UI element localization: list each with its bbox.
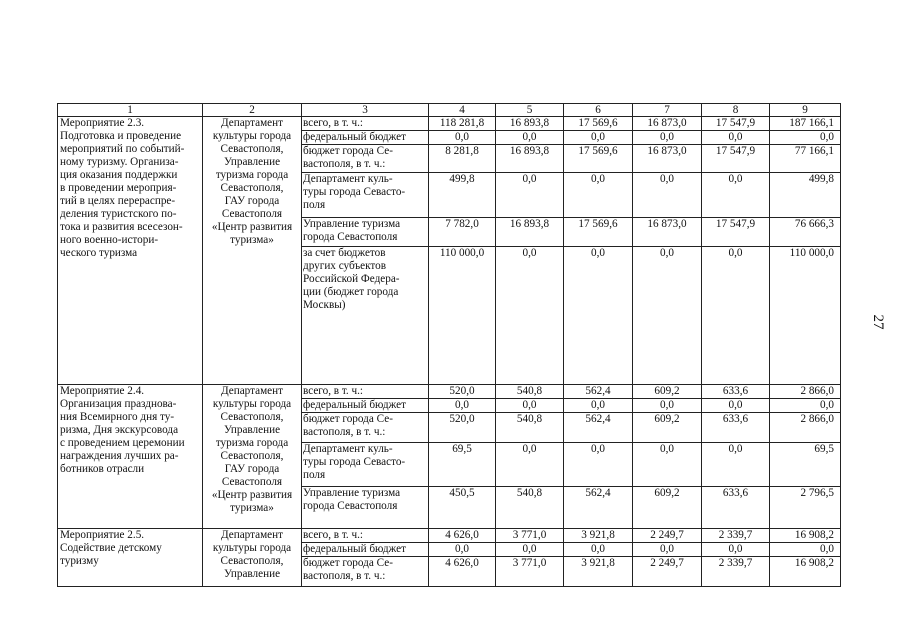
amount-cell: 2 249,7 <box>633 557 702 587</box>
funding-source-cell: федеральный бюджет <box>302 131 429 145</box>
column-number-cell: 8 <box>702 104 770 117</box>
funding-source-cell: федеральный бюджет <box>302 399 429 413</box>
amount-cell: 7 782,0 <box>429 218 496 247</box>
funding-source-cell: бюджет города Се- вастополя, в т. ч.: <box>302 145 429 173</box>
amount-cell: 0,0 <box>564 543 633 557</box>
measure-title: Мероприятие 2.5. <box>60 529 145 541</box>
amount-cell: 562,4 <box>564 413 633 443</box>
measure-cell <box>58 117 203 385</box>
amount-cell: 499,8 <box>770 173 841 218</box>
funding-source-cell: всего, в т. ч.: <box>302 529 429 543</box>
amount-cell: 450,5 <box>429 487 496 529</box>
amount-cell: 17 547,9 <box>702 218 770 247</box>
amount-cell: 0,0 <box>564 131 633 145</box>
amount-cell: 16 893,8 <box>496 117 564 131</box>
column-number-cell: 4 <box>429 104 496 117</box>
funding-source-cell: бюджет города Се- вастополя, в т. ч.: <box>302 557 429 587</box>
funding-table-container <box>57 103 840 607</box>
amount-cell: 17 569,6 <box>564 218 633 247</box>
amount-cell: 17 547,9 <box>702 145 770 173</box>
funding-source-cell: Управление туризма города Севастополя <box>302 487 429 529</box>
amount-cell: 110 000,0 <box>770 247 841 385</box>
amount-cell: 2 796,5 <box>770 487 841 529</box>
amount-cell: 562,4 <box>564 385 633 399</box>
funding-source-cell: Управление туризма города Севастополя <box>302 218 429 247</box>
measure-description: Содействие детскому туризму <box>60 542 162 567</box>
amount-cell: 633,6 <box>702 487 770 529</box>
column-number-cell: 7 <box>633 104 702 117</box>
measure-description: Подготовка и проведение мероприятий по событий- ному туризму. Организа- ция оказания поддержки в проведении мероприя- тий в целях перераспре- деления туристского по- тока и развития всесезон- ного военно-истори- ческого туризма <box>60 130 185 259</box>
amount-cell: 0,0 <box>702 443 770 487</box>
amount-cell: 633,6 <box>702 413 770 443</box>
executor-cell: Департамент культуры города Севастополя, Управление туризма города Севастополя, ГАУ города Севастополя «Центр развития туризма» <box>203 117 302 385</box>
amount-cell: 540,8 <box>496 385 564 399</box>
amount-cell: 3 771,0 <box>496 529 564 543</box>
amount-cell: 0,0 <box>496 131 564 145</box>
amount-cell: 3 921,8 <box>564 529 633 543</box>
amount-cell: 2 339,7 <box>702 529 770 543</box>
amount-cell: 8 281,8 <box>429 145 496 173</box>
page-number: 27 <box>870 314 886 330</box>
amount-cell: 0,0 <box>702 543 770 557</box>
measure-cell <box>58 529 203 587</box>
amount-cell: 0,0 <box>496 399 564 413</box>
amount-cell: 0,0 <box>633 247 702 385</box>
funding-source-cell: федеральный бюджет <box>302 543 429 557</box>
executor-cell: Департамент культуры города Севастополя, Управление <box>203 529 302 587</box>
funding-row <box>58 529 841 543</box>
amount-cell: 499,8 <box>429 173 496 218</box>
amount-cell: 540,8 <box>496 487 564 529</box>
amount-cell: 0,0 <box>633 399 702 413</box>
amount-cell: 0,0 <box>564 173 633 218</box>
amount-cell: 77 166,1 <box>770 145 841 173</box>
amount-cell: 118 281,8 <box>429 117 496 131</box>
amount-cell: 69,5 <box>429 443 496 487</box>
amount-cell: 0,0 <box>702 399 770 413</box>
amount-cell: 0,0 <box>496 443 564 487</box>
amount-cell: 520,0 <box>429 413 496 443</box>
amount-cell: 0,0 <box>496 543 564 557</box>
funding-source-cell: Департамент куль- туры города Севасто- поля <box>302 173 429 218</box>
amount-cell: 0,0 <box>702 131 770 145</box>
amount-cell: 17 569,6 <box>564 117 633 131</box>
amount-cell: 609,2 <box>633 487 702 529</box>
amount-cell: 2 339,7 <box>702 557 770 587</box>
funding-row <box>58 385 841 399</box>
amount-cell: 0,0 <box>429 131 496 145</box>
amount-cell: 0,0 <box>496 247 564 385</box>
column-number-cell: 2 <box>203 104 302 117</box>
amount-cell: 0,0 <box>702 247 770 385</box>
funding-source-cell: всего, в т. ч.: <box>302 117 429 131</box>
measure-title: Мероприятие 2.4. <box>60 385 145 397</box>
amount-cell: 16 893,8 <box>496 218 564 247</box>
column-number-cell: 1 <box>58 104 203 117</box>
amount-cell: 16 873,0 <box>633 145 702 173</box>
amount-cell: 2 866,0 <box>770 413 841 443</box>
amount-cell: 0,0 <box>429 399 496 413</box>
amount-cell: 16 893,8 <box>496 145 564 173</box>
amount-cell: 633,6 <box>702 385 770 399</box>
amount-cell: 0,0 <box>702 173 770 218</box>
amount-cell: 540,8 <box>496 413 564 443</box>
amount-cell: 16 908,2 <box>770 529 841 543</box>
column-number-cell: 9 <box>770 104 841 117</box>
amount-cell: 3 771,0 <box>496 557 564 587</box>
amount-cell: 0,0 <box>496 173 564 218</box>
measure-title: Мероприятие 2.3. <box>60 117 145 129</box>
amount-cell: 3 921,8 <box>564 557 633 587</box>
measure-cell <box>58 385 203 529</box>
amount-cell: 16 873,0 <box>633 218 702 247</box>
amount-cell: 0,0 <box>633 131 702 145</box>
amount-cell: 609,2 <box>633 385 702 399</box>
funding-table <box>57 103 841 587</box>
amount-cell: 17 569,6 <box>564 145 633 173</box>
funding-source-cell: Департамент куль- туры города Севасто- поля <box>302 443 429 487</box>
measure-description: Организация празднова- ния Всемирного дня ту- ризма, Дня экскурсовода с проведением церемонии награждения лучших ра- ботников отрасли <box>60 398 185 475</box>
amount-cell: 0,0 <box>770 543 841 557</box>
amount-cell: 520,0 <box>429 385 496 399</box>
funding-source-cell: всего, в т. ч.: <box>302 385 429 399</box>
amount-cell: 0,0 <box>564 443 633 487</box>
amount-cell: 76 666,3 <box>770 218 841 247</box>
column-number-cell: 5 <box>496 104 564 117</box>
amount-cell: 187 166,1 <box>770 117 841 131</box>
amount-cell: 0,0 <box>564 247 633 385</box>
funding-source-cell: бюджет города Се- вастополя, в т. ч.: <box>302 413 429 443</box>
amount-cell: 0,0 <box>770 131 841 145</box>
amount-cell: 0,0 <box>770 399 841 413</box>
amount-cell: 17 547,9 <box>702 117 770 131</box>
funding-table-body <box>58 104 841 587</box>
amount-cell: 609,2 <box>633 413 702 443</box>
amount-cell: 0,0 <box>633 173 702 218</box>
amount-cell: 16 873,0 <box>633 117 702 131</box>
amount-cell: 110 000,0 <box>429 247 496 385</box>
executor-cell: Департамент культуры города Севастополя, Управление туризма города Севастополя, ГАУ города Севастополя «Центр развития туризма» <box>203 385 302 529</box>
amount-cell: 562,4 <box>564 487 633 529</box>
amount-cell: 2 249,7 <box>633 529 702 543</box>
amount-cell: 0,0 <box>429 543 496 557</box>
amount-cell: 69,5 <box>770 443 841 487</box>
column-number-cell: 6 <box>564 104 633 117</box>
amount-cell: 16 908,2 <box>770 557 841 587</box>
amount-cell: 0,0 <box>564 399 633 413</box>
column-number-cell: 3 <box>302 104 429 117</box>
amount-cell: 0,0 <box>633 443 702 487</box>
funding-row <box>58 117 841 131</box>
column-number-row <box>58 104 841 117</box>
amount-cell: 2 866,0 <box>770 385 841 399</box>
amount-cell: 0,0 <box>633 543 702 557</box>
amount-cell: 4 626,0 <box>429 557 496 587</box>
amount-cell: 4 626,0 <box>429 529 496 543</box>
funding-source-cell: за счет бюджетов других субъектов Российской Федера- ции (бюджет города Москвы) <box>302 247 429 385</box>
